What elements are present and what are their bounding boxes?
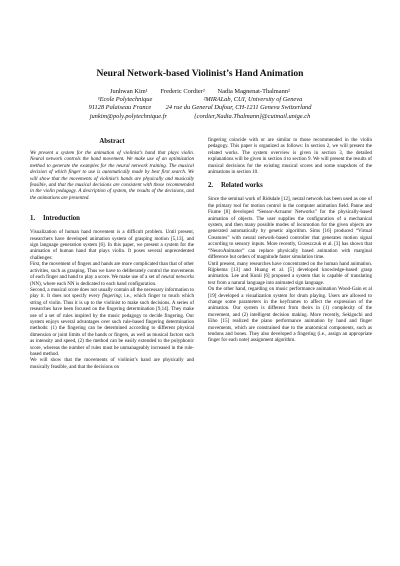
left-column bbox=[30, 137, 194, 370]
text-run: (NN), where each NN is dedicated to each hand configuration. bbox=[30, 280, 157, 287]
section-title: Related works bbox=[221, 182, 263, 190]
section-heading-introduction bbox=[30, 214, 194, 223]
section-title: Introduction bbox=[43, 215, 80, 223]
author-block bbox=[30, 88, 370, 121]
related-paragraph-1: Since the seminal work of Ridsdale [12], neural network has been used as one of the primary tool for motion control in the computer animation field. Panne and Fiume [8] developed “Sensor-Actuator Networks” for the physically-based animation of objects. The user supplies the configuration of a mechanical system, and then many possible modes of locomotion for the given objects are generated automatically by genetic algorithm. Sims [16] produced “Virtual Creatures” with neural network-based controller that generates motion signal according to sensory inputs. More recently, Grzeszczuk et al. [3] has shown that “NeuroAnimator” can replace physically based animation with marginal difference but orders of magnitude faster simulation time. bbox=[208, 196, 372, 261]
section-number: 1. bbox=[30, 215, 36, 223]
related-paragraph-3: On the other hand, regarding on music performance animation Wood-Gain et al [19] developed a visualization system for drum playing. Users are allowed to change some parameters in the keyframes to affect the expression of the animation. Our system is different from theirs in (1) complexity of the movement, and (2) intelligent decision making. More recently, Sekiguchi and Eiho [15] realized the piano performance animation by hand and finger movements, which are constrained due to the anatomical components, such as tendons and bones. They also developed a fingering (i.e., assign an appropriate finger for each note) assignment algorithm. bbox=[208, 286, 372, 344]
intro-paragraph-1: Visualization of human hand movement is a difficult problem. Until present, researchers have developed animation system of grasping motion [5,13], and sign language generation system [6]. In this paper, we present a system for the animation of human hand that plays violin. It poses several unprecedented challenges: bbox=[30, 229, 194, 261]
text-run: Second, a musical score does not usually contain all the necessary information to play it. It does not specify every bbox=[30, 286, 194, 300]
intro-paragraph-3 bbox=[30, 287, 194, 357]
right-column bbox=[208, 137, 372, 344]
author-names: Junhwan Kim¹ Frederic Cordier² Nadia Magnenat-Thalmann² bbox=[110, 88, 290, 95]
author-affiliation-1: ¹Ecole Polytechnique ²MIRALab, CUI, University of Geneva bbox=[97, 96, 303, 104]
section-number: 2. bbox=[208, 182, 214, 190]
abstract-heading: Abstract bbox=[99, 138, 125, 145]
intro-paragraph-2 bbox=[30, 261, 194, 287]
author-affiliation-2: 91128 Palaiseau France 24 rue du General Dufour, CH-1211 Geneva Switzerland bbox=[88, 104, 312, 112]
paper-title: Neural Network-based Violinist’s Hand Animation bbox=[96, 68, 304, 79]
intro-continuation: fingering coincide with or are similar to those recommended in the violin pedagogy. This paper is organized as follows: In section 2, we will present the related works. The system overview is given in section 3, the detailed explanations will be given in section 4 to section 9. We will present the results of musical decisions for the existing musical scores and some snapshots of the animations in section 10. bbox=[208, 137, 372, 176]
text-run: First, the movement of fingers and hands are more complicated than that of other activities, such as grasping. Thus we have to deliberately control the movements of each finger and hand to play a score. We make use of a set of bbox=[30, 261, 194, 281]
emphasis-text: neural networks bbox=[161, 274, 194, 281]
text-run: ; i.e., which finger to touch which string of violin. Thus it is up to the violinist to make such decisions. A series of researches have been focused on the fingering determination [9,14]. They make use of a set of rules inspired by the music pedagogy to decide fingering. Our system enjoys several advantages over such rule-based fingering determination methods: (1) the fingering can be determined according to different physical dimension or joint limits of the hands or fingers, as well as musical factors such as intensity and speed, (2) the method can be easily extended to the polyphonic score, whereas the number of rules must be unmanageably increased in the rule-based method. bbox=[30, 293, 194, 357]
abstract-text: We present a system for the animation of violinist’s hand that plays violin. Neural network controls the hand movement. We make use of an optimization method to generate the examples for the neural network training. The musical decision of which finger to use is automatically made by best first search. We will show that the movements of violinist’s hands are physically and musically feasible, and that the musical decisions are consistent with those recommended in the violin pedagogy. A description of system, the results of the decisions, and the animations are presented. bbox=[30, 150, 194, 201]
related-paragraph-2: Until present, many researches have concentrated on the human hand animation. Rijpkema [13] and Huang et al. [5] developed knowledge-based grasp animation. Lee and Kunii [6] proposed a system that is capable of translating text from a natural language into animated sign language. bbox=[208, 260, 372, 286]
emphasis-text: fingering bbox=[102, 293, 121, 300]
intro-paragraph-4: We will show that the movements of violinist’s hand are physically and musically feasible, and that the decisions on bbox=[30, 357, 194, 370]
section-heading-related-works bbox=[208, 181, 372, 190]
author-emails: junkim@poly.polytechnique.fr {cordier,Nadia.Thalmann}@cuimail.unige.ch bbox=[89, 112, 311, 120]
